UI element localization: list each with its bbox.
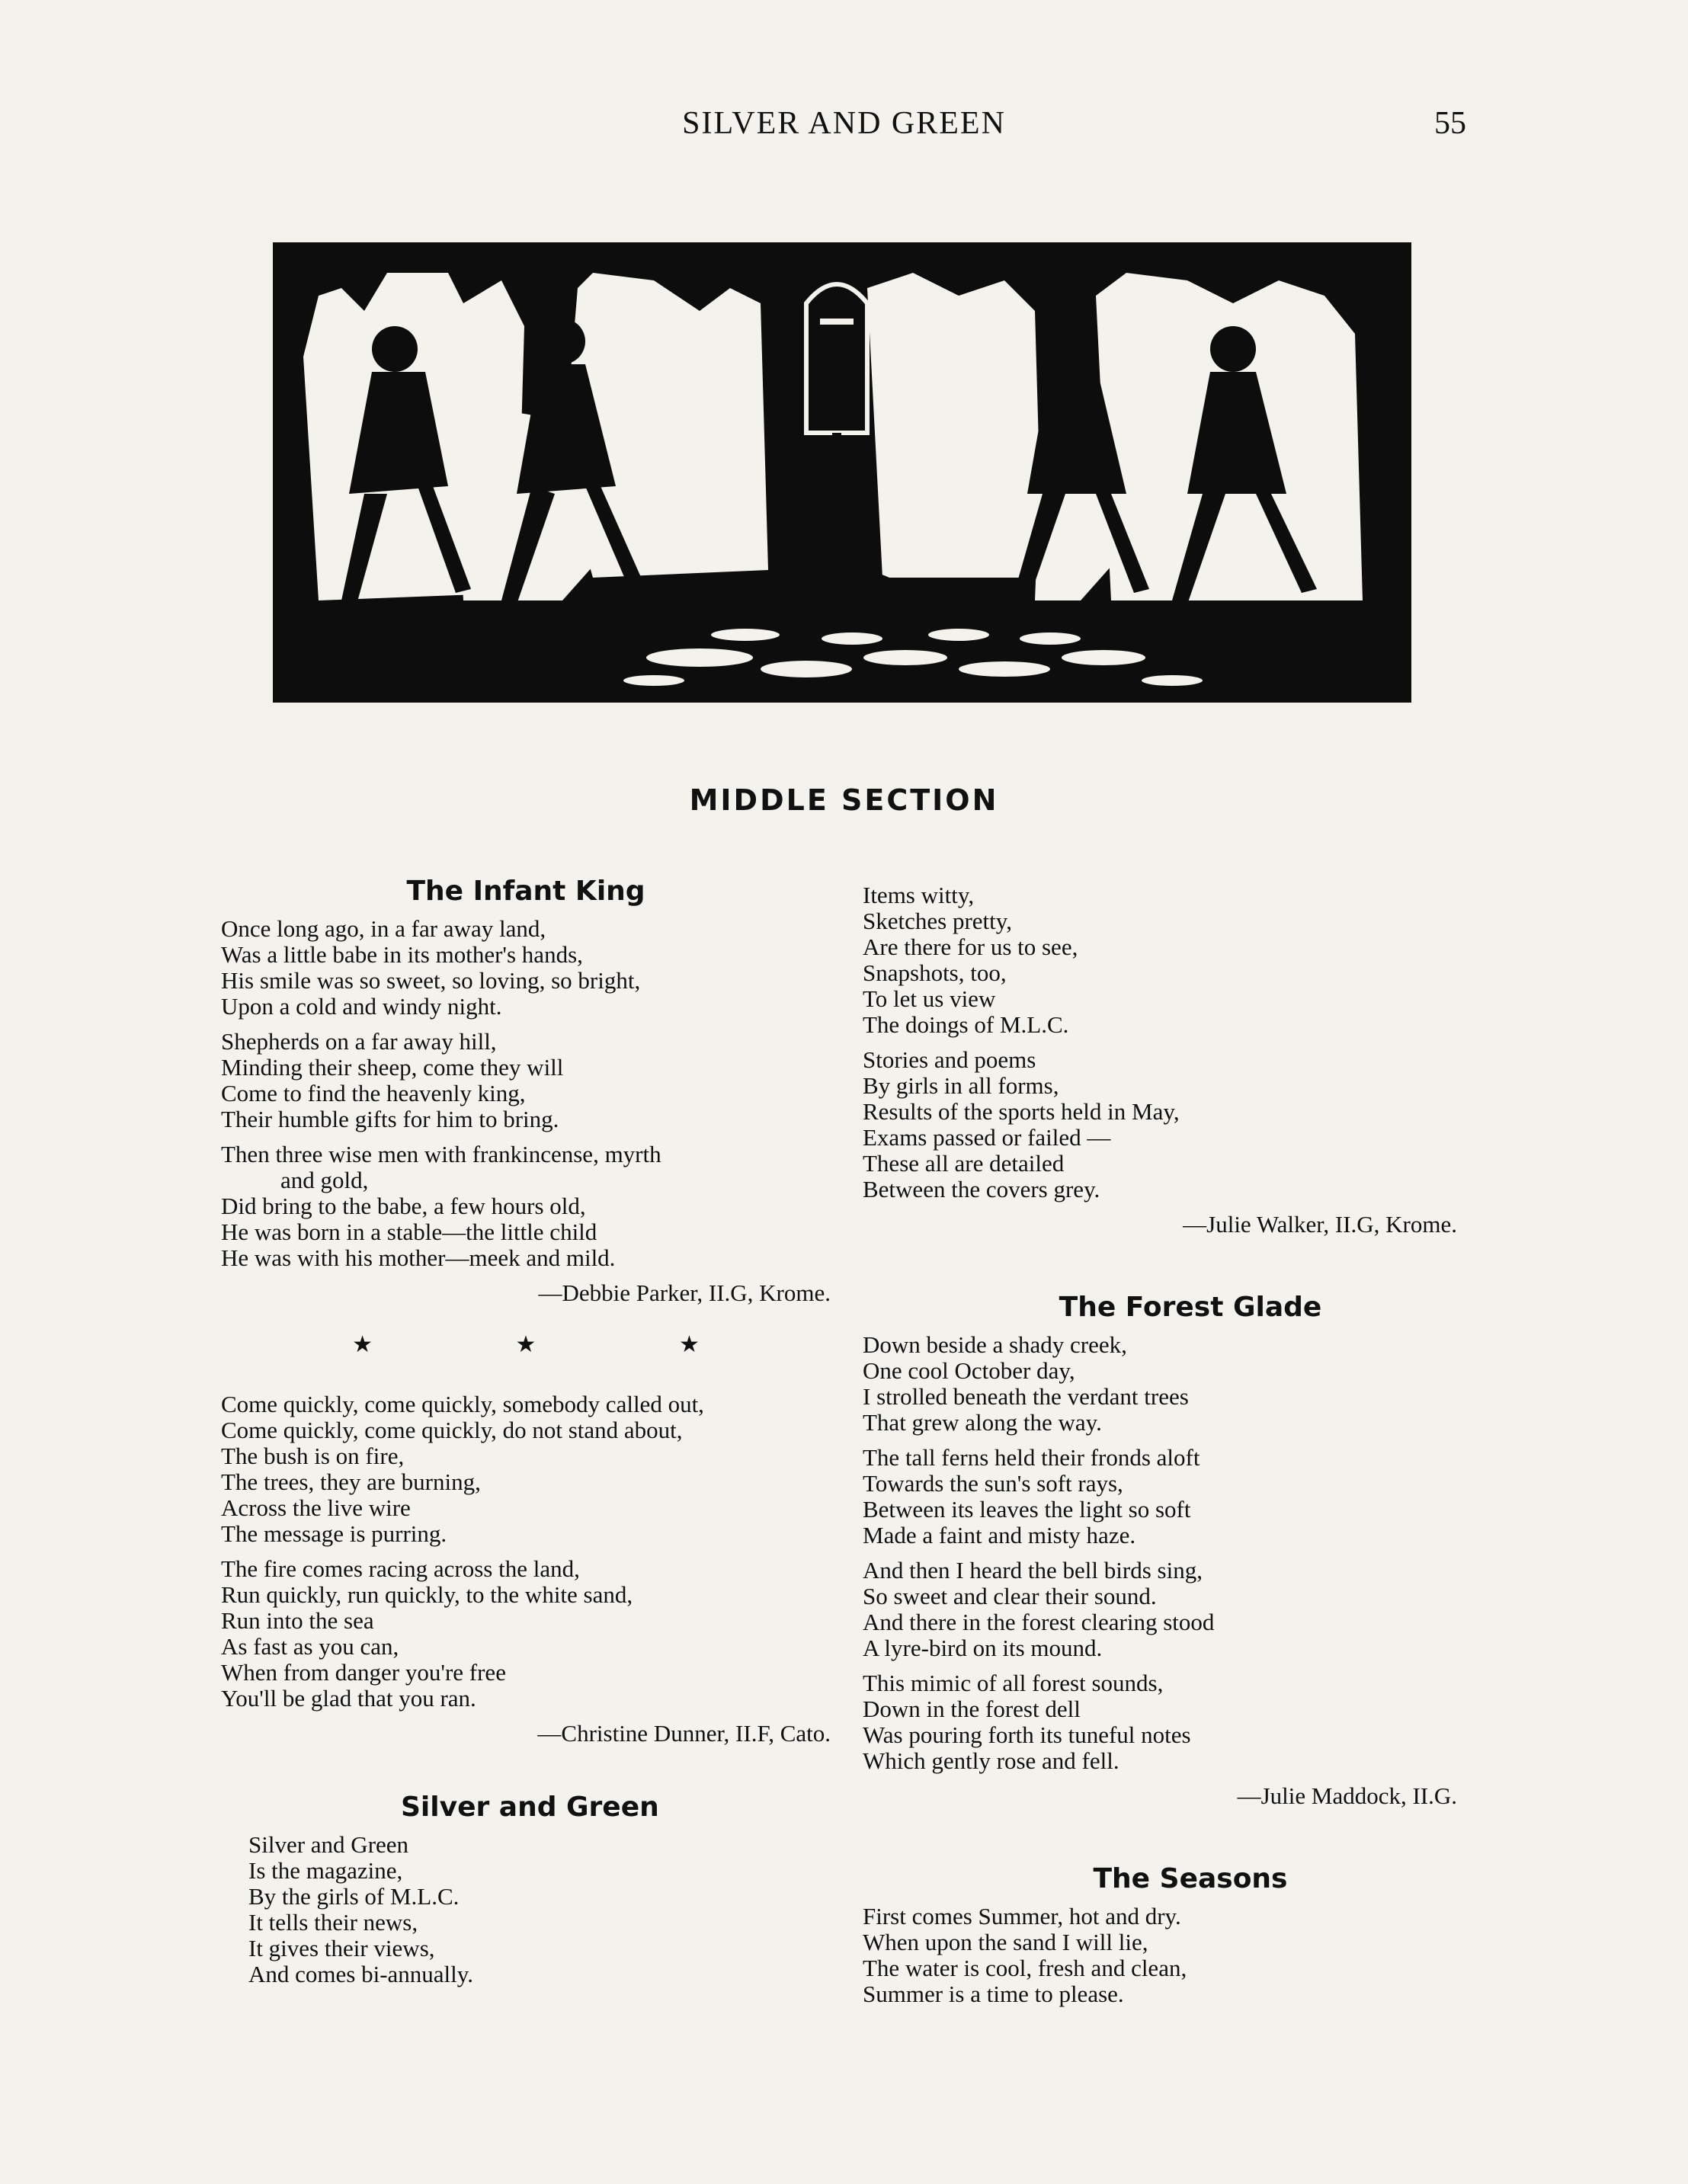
poem-line: It gives their views, (248, 1935, 435, 1961)
stanza (221, 916, 831, 1020)
poem-line: Was a little babe in its mother's hands, (221, 941, 583, 968)
poem-line: Made a faint and misty haze. (863, 1522, 1136, 1548)
poem-line: Which gently rose and fell. (863, 1747, 1119, 1774)
poem-line: The message is purring. (221, 1520, 447, 1547)
poem-credit: —Julie Maddock, II.G. (1237, 1782, 1457, 1809)
poem-line: Down in the forest dell (863, 1696, 1081, 1722)
poem-line: Run into the sea (221, 1607, 374, 1634)
poem-line: First comes Summer, hot and dry. (863, 1903, 1181, 1929)
poem-infant-king (221, 875, 831, 1306)
poem-line: The bush is on fire, (221, 1443, 405, 1469)
poem-line: Come quickly, come quickly, somebody called out, (221, 1391, 704, 1417)
stanza (863, 1047, 1457, 1202)
poem-line: Was pouring forth its tuneful notes (863, 1721, 1191, 1748)
poem-line: When from danger you're free (221, 1659, 506, 1686)
poem-line: Between the covers grey. (863, 1176, 1100, 1202)
poem-line: I strolled beneath the verdant trees (863, 1383, 1189, 1410)
poem-line: And there in the forest clearing stood (863, 1609, 1215, 1635)
poem-line: That grew along the way. (863, 1409, 1102, 1436)
poem-silver-and-green (221, 1791, 831, 1987)
poem-line: You'll be glad that you ran. (221, 1685, 476, 1712)
poem-line: Upon a cold and windy night. (221, 993, 502, 1020)
poem-line: Towards the sun's soft rays, (863, 1470, 1123, 1497)
poem-line: Their humble gifts for him to bring. (221, 1106, 559, 1132)
poem-line: Come quickly, come quickly, do not stand about, (221, 1417, 683, 1443)
stanza (221, 1556, 831, 1712)
poem-line: The fire comes racing across the land, (221, 1555, 580, 1582)
poem-line: Come to find the heavenly king, (221, 1080, 526, 1106)
poem-line: Silver and Green (248, 1831, 409, 1858)
poem-credit: —Christine Dunner, II.F, Cato. (537, 1720, 831, 1747)
poem-line: And comes bi-annually. (248, 1961, 473, 1987)
stanza (863, 882, 1457, 1038)
poem-line: Are there for us to see, (863, 933, 1078, 960)
poem-line: and gold, (280, 1167, 369, 1193)
poem-line: Down beside a shady creek, (863, 1331, 1127, 1358)
poem-fire (221, 1391, 831, 1747)
poem-line: As fast as you can, (221, 1633, 399, 1660)
stanza (248, 1832, 831, 1987)
poem-forest-glade (863, 1291, 1457, 1809)
stanza (221, 1029, 831, 1132)
poem-line: His smile was so sweet, so loving, so bright, (221, 967, 641, 994)
poem-line: Is the magazine, (248, 1857, 403, 1884)
stanza (221, 1391, 831, 1547)
poem-line: Snapshots, too, (863, 959, 1007, 986)
poem-title: Silver and Green (401, 1792, 659, 1823)
poem-line: The doings of M.L.C. (863, 1011, 1069, 1038)
poem-credit: —Debbie Parker, II.G, Krome. (538, 1279, 831, 1306)
stanza (221, 1142, 831, 1271)
poem-line: Run quickly, run quickly, to the white sand, (221, 1581, 633, 1608)
poem-title: The Forest Glade (1059, 1292, 1322, 1323)
poem-line: By the girls of M.L.C. (248, 1883, 460, 1910)
running-head: SILVER AND GREEN (682, 106, 1006, 141)
poem-title: The Seasons (1093, 1863, 1288, 1894)
poem-line: The tall ferns held their fronds aloft (863, 1444, 1200, 1471)
star-divider: ★ ★ ★ (352, 1332, 768, 1357)
poem-line: Did bring to the babe, a few hours old, (221, 1193, 586, 1219)
poem-line: This mimic of all forest sounds, (863, 1670, 1164, 1696)
poem-line: He was with his mother—meek and mild. (221, 1244, 616, 1271)
poem-line: Results of the sports held in May, (863, 1098, 1180, 1125)
stanza (863, 1670, 1457, 1774)
poem-line: So sweet and clear their sound. (863, 1583, 1157, 1609)
right-column (863, 882, 1457, 2016)
silhouette-illustration (273, 242, 1411, 703)
poem-line: He was born in a stable—the little child (221, 1218, 597, 1245)
stanza (863, 1332, 1457, 1436)
poem-line: Sketches pretty, (863, 908, 1012, 934)
poem-line: Across the live wire (221, 1494, 411, 1521)
poem-line: By girls in all forms, (863, 1072, 1059, 1099)
page-number: 55 (1434, 106, 1466, 141)
poem-line: These all are detailed (863, 1150, 1065, 1177)
stanza (863, 1904, 1457, 2007)
poem-line: Stories and poems (863, 1046, 1036, 1073)
stanza (863, 1558, 1457, 1661)
poem-line: Shepherds on a far away hill, (221, 1028, 497, 1055)
poem-line: To let us view (863, 985, 996, 1012)
section-title: MIDDLE SECTION (689, 783, 999, 817)
poem-credit: —Julie Walker, II.G, Krome. (1183, 1211, 1457, 1238)
poem-silver-and-green-continued (863, 882, 1457, 1238)
poem-seasons (863, 1862, 1457, 2007)
poem-line: Summer is a time to please. (863, 1981, 1124, 2007)
poem-line: Between its leaves the light so soft (863, 1496, 1191, 1523)
poem-line: Minding their sheep, come they will (221, 1054, 564, 1081)
poem-line: The water is cool, fresh and clean, (863, 1955, 1187, 1981)
poem-line: Once long ago, in a far away land, (221, 915, 546, 942)
poem-line: It tells their news, (248, 1909, 418, 1936)
poem-title: The Infant King (406, 876, 645, 907)
poem-line: Exams passed or failed — (863, 1124, 1111, 1151)
poem-line: When upon the sand I will lie, (863, 1929, 1148, 1955)
stanza (863, 1445, 1457, 1548)
poem-line: And then I heard the bell birds sing, (863, 1557, 1203, 1584)
poem-line: The trees, they are burning, (221, 1468, 481, 1495)
left-column (221, 875, 831, 1997)
poem-line: Then three wise men with frankincense, myrth (221, 1141, 661, 1167)
poem-line: A lyre-bird on its mound. (863, 1635, 1103, 1661)
poem-line: Items witty, (863, 882, 975, 908)
poem-line: One cool October day, (863, 1357, 1075, 1384)
